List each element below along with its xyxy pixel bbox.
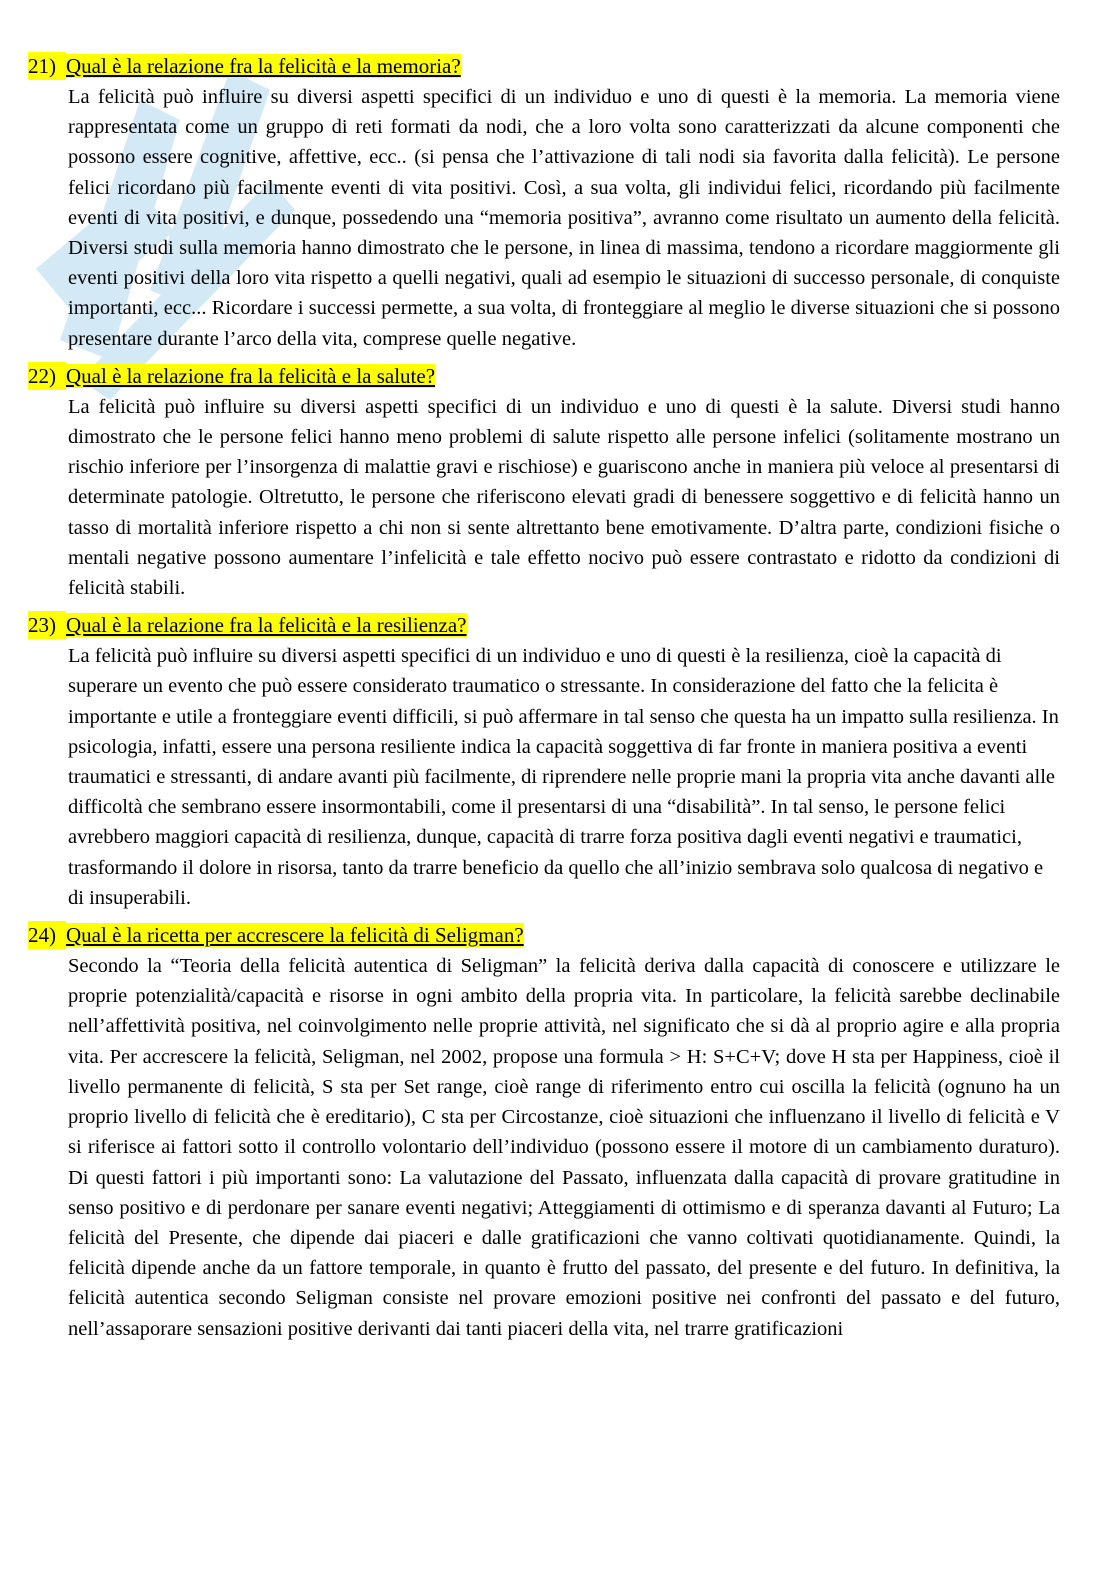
answer-paragraph: Secondo la “Teoria della felicità autentica di Seligman” la felicità deriva dalla capacità di conoscere e utilizzare le proprie potenzialità/capacità e risorse in ogni ambito della propria vita. In particolare, la felicità sarebbe declinabile nell’affettività positiva, nel coinvolgimento nelle proprie attività, nel significato che si dà al proprio agire e alla propria vita. Per accrescere la felicità, Seligman, nel 2002, propose una formula > H: S+C+V; dove H sta per Happiness, cioè il livello permanente di felicità, S sta per Set range, cioè range di riferimento entro cui oscilla la felicità (ognuno ha un proprio livello di felicità che è ereditario), C sta per Circostanze, cioè situazioni che influenzano il livello di felicità e V si riferisce ai fattori sotto il controllo volontario dell’individuo (possono essere il motore di un cambiamento duraturo). Di questi fattori i più importanti sono: La valutazione del Passato, influenzata dalla capacità di provare gratitudine in senso positivo e di perdonare per sanare eventi negativi; Atteggiamenti di ottimismo e di speranza davanti al Futuro; La felicità del Presente, che dipende dai piaceri e dalle gratificazioni che vanno coltivati quotidianamente. Quindi, la felicità dipende anche da un fattore temporale, in quanto è frutto del passato, del presente e del futuro. In definitiva, la felicità autentica secondo Seligman consiste nel provare emozioni positive nei confronti del passato e del futuro, nell’assaporare sensazioni positive derivanti dai tanti piaceri della vita, nel trarre gratificazioni xyxy=(68,955,1060,1340)
question-number: 21) xyxy=(28,52,66,80)
question-number: 23) xyxy=(28,611,66,639)
question-title: Qual è la relazione fra la felicità e la memoria? xyxy=(66,54,461,78)
answer-paragraph: La felicità può influire su diversi aspetti specifici di un individuo e uno di questi è la resilienza, cioè la capacità di superare un evento che può essere considerato traumatico o stressante. In considerazione del fatto che la felicita è importante e utile a fronteggiare eventi difficili, si può affermare in tal senso che questa ha un impatto sulla resilienza. In psicologia, infatti, essere una persona resiliente indica la capacità soggettiva di far fronte in maniera positiva a eventi traumatici e stressanti, di andare avanti più facilmente, di riprendere nelle proprie mani la propria vita anche davanti alle difficoltà che sembrano essere insormontabili, come il presentarsi di una “disabilità”. In tal senso, le persone felici avrebbero maggiori capacità di resilienza, dunque, capacità di trarre forza positiva dagli eventi negativi e traumatici, trasformando il dolore in risorsa, tanto da trarre beneficio da quello che all’inizio sembrava solo qualcosa di negativo e di insuperabili. xyxy=(68,645,1059,909)
question-title: Qual è la relazione fra la felicità e la salute? xyxy=(66,363,436,388)
qa-block-24 xyxy=(28,921,1060,1344)
question-heading xyxy=(28,921,1060,949)
question-title: Qual è la ricetta per accrescere la felicità di Seligman? xyxy=(66,923,524,948)
answer-paragraph: La felicità può influire su diversi aspetti specifici di un individuo e uno di questi è la salute. Diversi studi hanno dimostrato che le persone felici hanno meno problemi di salute rispetto alle persone infelici (solitamente mostrano un rischio inferiore per l’insorgenza di malattie gravi e rischiose) e guariscono anche in maniera più veloce al presentarsi di determinate patologie. Oltretutto, le persone che riferiscono elevati gradi di benessere soggettivo e di felicità hanno un tasso di mortalità inferiore rispetto a chi non si sente altrettanto bene emotivamente. D’altra parte, condizioni fisiche o mentali negative possono aumentare l’infelicità e tale effetto nocivo può essere contrastato e ridotto da condizioni di felicità stabili. xyxy=(68,395,1060,600)
question-title: Qual è la relazione fra la felicità e la resilienza? xyxy=(66,613,467,638)
question-heading xyxy=(28,362,1060,390)
qa-block-23 xyxy=(28,611,1060,913)
question-heading xyxy=(28,611,1060,639)
question-heading xyxy=(28,52,1060,80)
question-number: 22) xyxy=(28,362,66,390)
document-page xyxy=(28,52,1060,1352)
question-number: 24) xyxy=(28,921,66,949)
qa-block-21 xyxy=(28,52,1060,354)
qa-block-22 xyxy=(28,362,1060,603)
answer-paragraph: La felicità può influire su diversi aspetti specifici di un individuo e uno di questi è la memoria. La memoria viene rappresentata come un gruppo di reti formati da nodi, che a loro volta sono caratterizzati da alcune componenti che possono essere cognitive, affettive, ecc.. (si pensa che l’attivazione di tali nodi sia favorita dalla felicità). Le persone felici ricordano più facilmente eventi di vita positivi. Così, a sua volta, gli individui felici, ricordando più facilmente eventi di vita positivi, e dunque, possedendo una “memoria positiva”, avranno come risultato un aumento della felicità. Diversi studi sulla memoria hanno dimostrato che le persone, in linea di massima, tendono a ricordare maggiormente gli eventi positivi della loro vita rispetto a quelli negativi, quali ad esempio le situazioni di successo personale, di conquiste importanti, ecc... Ricordare i successi permette, a sua volta, di fronteggiare al meglio le diverse situazioni che si possono presentare durante l’arco della vita, comprese quelle negative. xyxy=(68,86,1060,350)
